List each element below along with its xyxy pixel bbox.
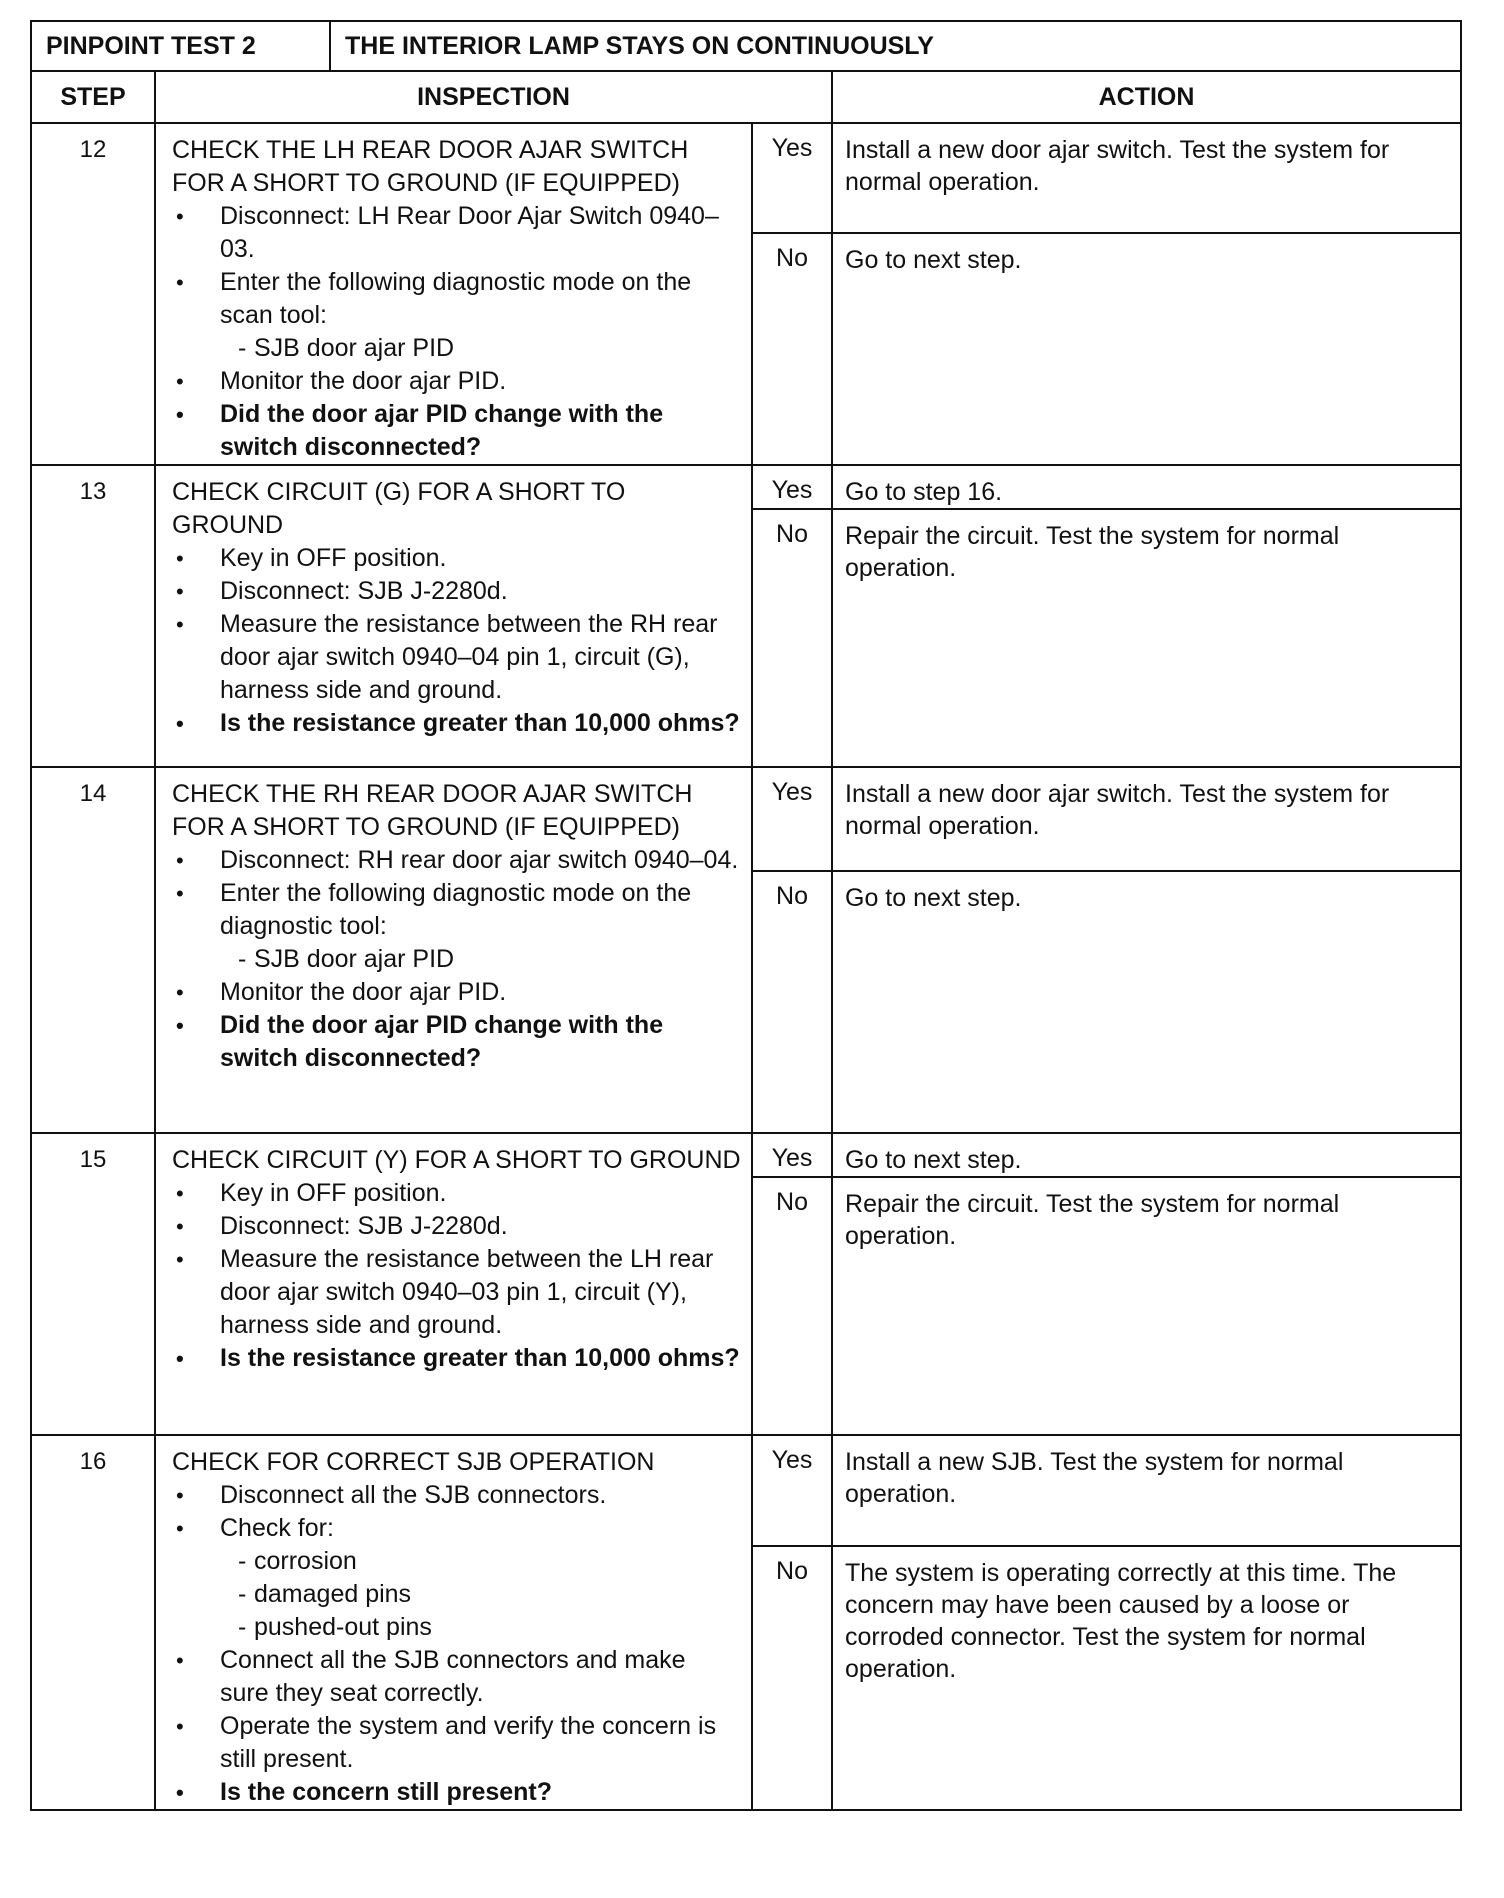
list-item: • Disconnect all the SJB connectors. (172, 1479, 741, 1512)
inspection-list (172, 844, 741, 1075)
list-item: • Operate the system and verify the concern is still present. (172, 1710, 741, 1776)
question: • Is the resistance greater than 10,000 ohms? (172, 1342, 741, 1375)
step-number: 13 (31, 465, 155, 767)
title-bar (30, 20, 1462, 72)
no-label: No (752, 233, 832, 465)
question: • Did the door ajar PID change with the switch disconnected? (172, 398, 741, 464)
list-item: • Enter the following diagnostic mode on the scan tool: (172, 266, 741, 332)
list-item: • Check for: (172, 1512, 741, 1545)
inspection-cell (155, 1435, 752, 1810)
no-action: Repair the circuit. Test the system for normal operation. (832, 1177, 1461, 1435)
sub-item: - SJB door ajar PID (172, 332, 741, 365)
list-item: • Disconnect: SJB J-2280d. (172, 1210, 741, 1243)
sub-item: - damaged pins (172, 1578, 741, 1611)
step-row (31, 767, 1461, 871)
inspection-cell (155, 123, 752, 465)
question: • Is the concern still present? (172, 1776, 741, 1809)
test-title: THE INTERIOR LAMP STAYS ON CONTINUOUSLY (330, 21, 1461, 71)
yes-label: Yes (752, 767, 832, 871)
yes-label: Yes (752, 1435, 832, 1546)
col-step-header: STEP (31, 71, 155, 123)
no-action: Go to next step. (832, 233, 1461, 465)
step-number: 14 (31, 767, 155, 1133)
yes-label: Yes (752, 465, 832, 509)
sub-item: - corrosion (172, 1545, 741, 1578)
step-number: 12 (31, 123, 155, 465)
no-action: Go to next step. (832, 871, 1461, 1133)
pinpoint-test-document (30, 20, 1462, 1811)
list-item: • Monitor the door ajar PID. (172, 976, 741, 1009)
sub-item: - SJB door ajar PID (172, 943, 741, 976)
yes-action: Go to step 16. (832, 465, 1461, 509)
no-action: The system is operating correctly at this time. The concern may have been caused by a loose or corroded connector. Test the system for normal operation. (832, 1546, 1461, 1810)
inspection-heading: CHECK THE RH REAR DOOR AJAR SWITCH FOR A SHORT TO GROUND (IF EQUIPPED) (172, 780, 693, 841)
yes-action: Go to next step. (832, 1133, 1461, 1177)
test-id: PINPOINT TEST 2 (31, 21, 330, 71)
inspection-list (172, 542, 741, 740)
inspection-list (172, 200, 741, 464)
yes-label: Yes (752, 123, 832, 233)
no-label: No (752, 509, 832, 767)
inspection-list (172, 1479, 741, 1809)
list-item: • Disconnect: SJB J-2280d. (172, 575, 741, 608)
no-action: Repair the circuit. Test the system for normal operation. (832, 509, 1461, 767)
list-item: • Monitor the door ajar PID. (172, 365, 741, 398)
inspection-heading: CHECK FOR CORRECT SJB OPERATION (172, 1448, 655, 1476)
inspection-list (172, 1177, 741, 1375)
step-row (31, 123, 1461, 233)
step-row (31, 465, 1461, 509)
sub-item: - pushed-out pins (172, 1611, 741, 1644)
list-item: • Connect all the SJB connectors and make sure they seat correctly. (172, 1644, 741, 1710)
inspection-heading: CHECK THE LH REAR DOOR AJAR SWITCH FOR A SHORT TO GROUND (IF EQUIPPED) (172, 136, 689, 197)
column-header-row (31, 71, 1461, 123)
yes-label: Yes (752, 1133, 832, 1177)
step-row (31, 1435, 1461, 1546)
yes-action: Install a new door ajar switch. Test the system for normal operation. (832, 767, 1461, 871)
step-row (31, 1133, 1461, 1177)
no-label: No (752, 1546, 832, 1810)
no-label: No (752, 1177, 832, 1435)
procedure-table (30, 70, 1462, 1811)
yes-action: Install a new door ajar switch. Test the system for normal operation. (832, 123, 1461, 233)
list-item: • Key in OFF position. (172, 1177, 741, 1210)
list-item: • Disconnect: LH Rear Door Ajar Switch 0940–03. (172, 200, 741, 266)
list-item: • Enter the following diagnostic mode on the diagnostic tool: (172, 877, 741, 943)
question: • Is the resistance greater than 10,000 ohms? (172, 707, 741, 740)
inspection-cell (155, 767, 752, 1133)
inspection-cell (155, 1133, 752, 1435)
inspection-cell (155, 465, 752, 767)
col-inspection-header: INSPECTION (155, 71, 832, 123)
question: • Did the door ajar PID change with the switch disconnected? (172, 1009, 741, 1075)
step-number: 16 (31, 1435, 155, 1810)
list-item: • Key in OFF position. (172, 542, 741, 575)
list-item: • Disconnect: RH rear door ajar switch 0940–04. (172, 844, 741, 877)
list-item: • Measure the resistance between the RH rear door ajar switch 0940–04 pin 1, circuit (G), harness side and ground. (172, 608, 741, 707)
no-label: No (752, 871, 832, 1133)
list-item: • Measure the resistance between the LH rear door ajar switch 0940–03 pin 1, circuit (Y), harness side and ground. (172, 1243, 741, 1342)
step-number: 15 (31, 1133, 155, 1435)
yes-action: Install a new SJB. Test the system for normal operation. (832, 1435, 1461, 1546)
col-action-header: ACTION (832, 71, 1461, 123)
inspection-heading: CHECK CIRCUIT (G) FOR A SHORT TO GROUND (172, 478, 626, 539)
inspection-heading: CHECK CIRCUIT (Y) FOR A SHORT TO GROUND (172, 1146, 741, 1174)
